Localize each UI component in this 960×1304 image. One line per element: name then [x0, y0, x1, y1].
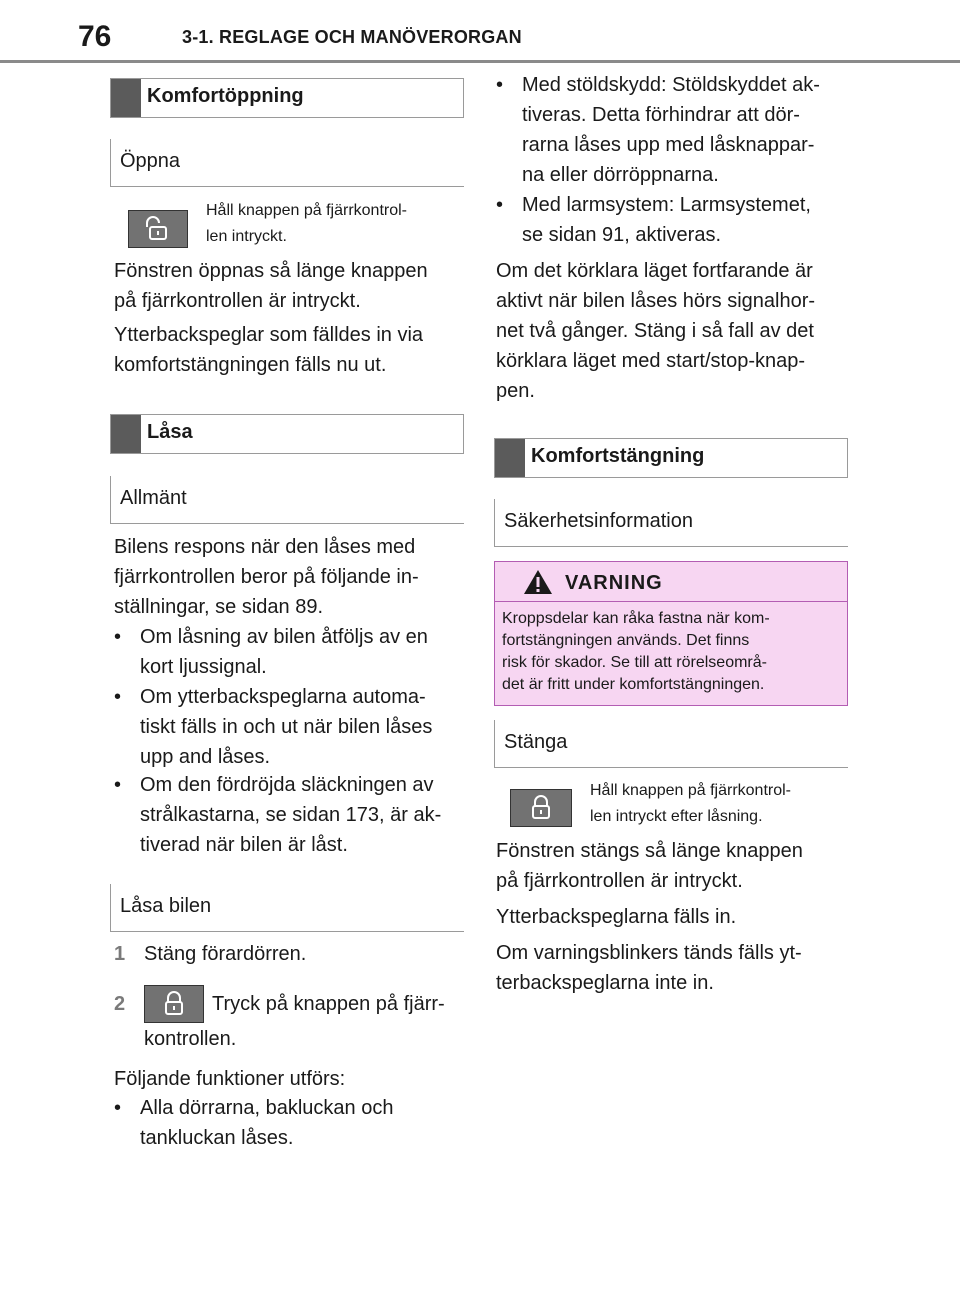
lock-key-icon	[510, 789, 572, 827]
subheading-label: Låsa bilen	[120, 895, 212, 917]
section-title: Komfortstängning	[531, 445, 705, 467]
paragraph: Fönstren stängs så länge knappen på fjärrkontrollen är intryckt.	[496, 840, 803, 892]
list-item: • Med larmsystem: Larmsystemet, se sidan 91, aktiveras.	[496, 194, 811, 246]
warning-header	[495, 562, 847, 602]
lock-key-icon	[144, 985, 204, 1023]
page-number: 76	[78, 20, 112, 53]
subheading-label: Allmänt	[120, 487, 187, 509]
list-item: • Om den fördröjda släckningen av strålkastarna, se sidan 173, är ak- tiverad när bilen är låst.	[114, 774, 442, 856]
key-instruction: Håll knappen på fjärrkontrol- len intryckt efter låsning.	[590, 782, 791, 825]
paragraph: Fönstren öppnas så länge knappen på fjärrkontrollen är intryckt.	[114, 260, 428, 312]
subheading-label: Öppna	[120, 150, 181, 172]
paragraph: Om det körklara läget fortfarande är aktivt när bilen låses hörs signalhor- net två gånger. Stäng i så fall av det körklara läget med start/stop-knap- pen.	[496, 260, 816, 402]
subheading-allmant	[110, 476, 464, 524]
step-text: Tryck på knappen på fjärr-	[212, 993, 445, 1015]
step-number: 2	[114, 993, 126, 1015]
list-item: • Om låsning av bilen åtföljs av en kort ljussignal.	[114, 626, 428, 678]
warning-box	[494, 561, 848, 706]
paragraph: Följande funktioner utförs:	[114, 1068, 346, 1090]
warning-triangle-icon	[523, 569, 553, 595]
section-title: Låsa	[147, 421, 193, 443]
subheading-sakerhetsinformation	[494, 499, 848, 547]
list-item: • Med stöldskydd: Stöldskyddet ak- tiveras. Detta förhindrar att dör- rarna låses upp med låsknappar- na eller dörröppnarna.	[496, 74, 820, 186]
subheading-stanga	[494, 720, 848, 768]
key-instruction: Håll knappen på fjärrkontrol- len intryckt.	[206, 202, 407, 245]
section-title: Komfortöppning	[147, 85, 304, 107]
subheading-oppna	[110, 139, 464, 187]
step-text-cont: kontrollen.	[144, 1028, 237, 1050]
step-number: 1	[114, 943, 126, 965]
section-heading-komfortstangning	[494, 438, 848, 478]
unlock-key-icon	[128, 210, 188, 248]
header-divider	[0, 60, 960, 63]
section-bar	[111, 415, 141, 453]
section-bar	[495, 439, 525, 477]
warning-title: VARNING	[565, 572, 663, 594]
section-heading-lasa	[110, 414, 464, 454]
chapter-title: 3-1. REGLAGE OCH MANÖVERORGAN	[182, 27, 522, 47]
subheading-label: Stänga	[504, 731, 568, 753]
subheading-lasa-bilen	[110, 884, 464, 932]
paragraph: Ytterbackspeglarna fälls in.	[496, 906, 737, 928]
paragraph: Om varningsblinkers tänds fälls yt- terbackspeglarna inte in.	[496, 942, 802, 994]
section-heading-komfortoppning	[110, 78, 464, 118]
section-bar	[111, 79, 141, 117]
step-text: Stäng förardörren.	[144, 943, 307, 965]
warning-text: Kroppsdelar kan råka fastna när kom- fortstängningen används. Det finns risk för skador. Se till att rörelseområ- det är fritt under komfortstängningen.	[502, 610, 770, 693]
paragraph: Ytterbackspeglar som fälldes in via komfortstängningen fälls nu ut.	[114, 324, 424, 376]
paragraph: Bilens respons när den låses med fjärrkontrollen beror på följande in- ställningar, se sidan 89.	[114, 536, 419, 618]
subheading-label: Säkerhetsinformation	[504, 510, 693, 532]
list-item: • Om ytterbackspeglarna automa- tiskt fälls in och ut när bilen låses upp and låses.	[114, 686, 433, 768]
list-item: • Alla dörrarna, bakluckan och tankluckan låses.	[114, 1097, 394, 1149]
